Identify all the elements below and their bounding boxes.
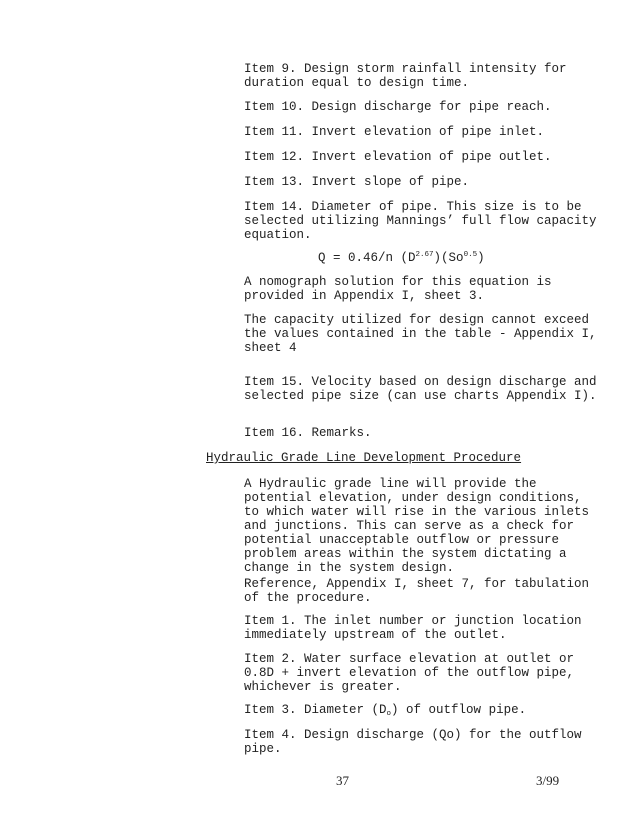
page-number: 37 — [336, 773, 349, 788]
item-11: Item 11. Invert elevation of pipe inlet. — [244, 125, 545, 139]
revision-date: 3/99 — [536, 773, 560, 788]
capacity-note: The capacity utilized for design cannot exceed the values contained in the table - Appendix I, sheet 4 — [244, 313, 597, 355]
equation-mid: )(So — [433, 251, 464, 265]
item-12: Item 12. Invert elevation of pipe outlet. — [244, 150, 552, 164]
item-14: Item 14. Diameter of pipe. This size is to be selected utilizing Mannings’ full flow capacity equation. — [244, 200, 597, 242]
hgl-item-1: Item 1. The inlet number or junction location immediately upstream of the outlet. — [244, 614, 582, 642]
item3-pre: Item 3. Diameter (D — [244, 703, 387, 717]
nomograph-note: A nomograph solution for this equation is provided in Appendix I, sheet 3. — [244, 275, 552, 303]
equation-end: ) — [477, 251, 485, 265]
equation-exponent-so: 0.5 — [463, 251, 478, 259]
hgl-intro: A Hydraulic grade line will provide the potential elevation, under design conditions, to which water will rise in the various inlets and junctions. This can serve as a check for potential unacceptable outflow or pressure problem areas within the system dictating a change in the system design. — [244, 477, 590, 575]
reference-note: Reference, Appendix I, sheet 7, for tabulation of the procedure. — [244, 577, 590, 605]
item-16: Item 16. Remarks. — [244, 426, 372, 440]
item-13: Item 13. Invert slope of pipe. — [244, 175, 470, 189]
item3-subscript: o — [386, 710, 392, 718]
item-10: Item 10. Design discharge for pipe reach. — [244, 100, 552, 114]
hgl-item-3 — [244, 703, 604, 717]
equation-exponent-d: 2.67 — [415, 251, 434, 259]
item-9: Item 9. Design storm rainfall intensity for duration equal to design time. — [244, 62, 567, 90]
equation-lhs: Q = 0.46/n (D — [318, 251, 416, 265]
hgl-item-4: Item 4. Design discharge (Qo) for the outflow pipe. — [244, 728, 582, 756]
hgl-item-2: Item 2. Water surface elevation at outlet or 0.8D + invert elevation of the outflow pipe, whichever is greater. — [244, 652, 575, 694]
mannings-equation — [318, 251, 485, 265]
item-15: Item 15. Velocity based on design discharge and selected pipe size (can use charts Appendix I). — [244, 375, 597, 403]
section-heading: Hydraulic Grade Line Development Procedure — [206, 451, 522, 465]
item3-post: ) of outflow pipe. — [391, 703, 527, 717]
